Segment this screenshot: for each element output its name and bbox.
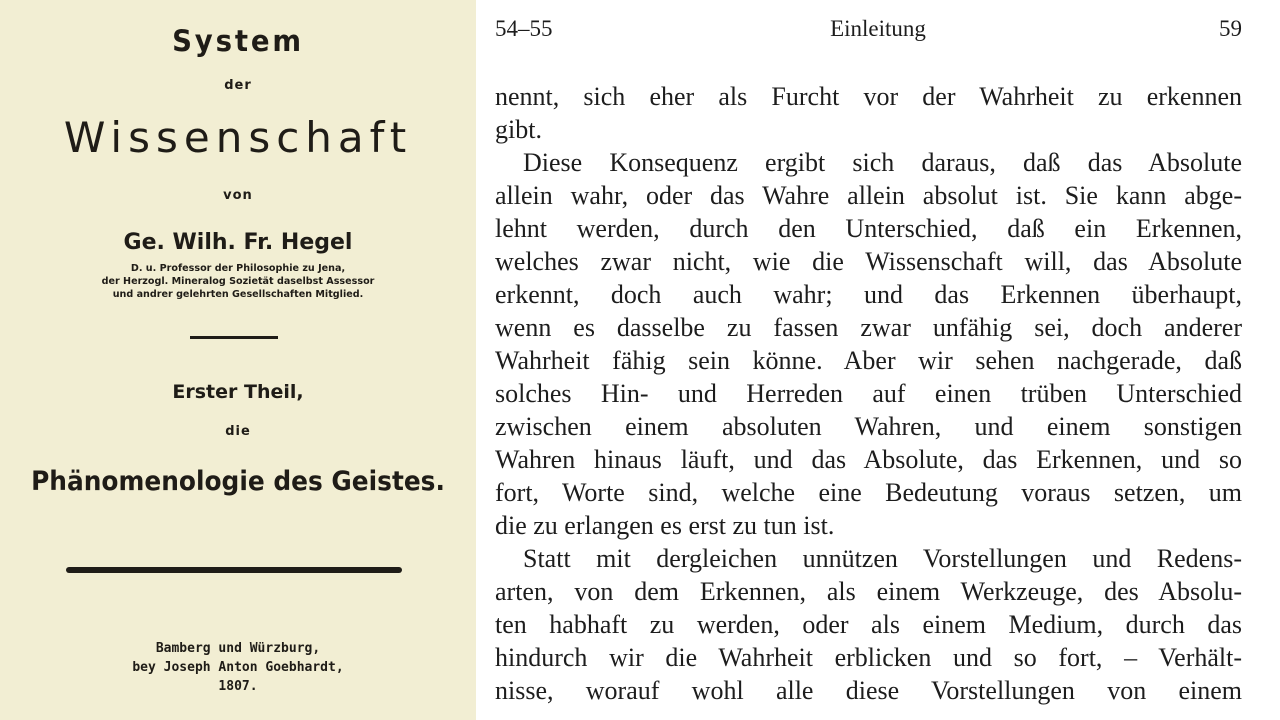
title-system: System xyxy=(172,24,304,58)
text-line: nisse, worauf wohl alle diese Vorstellungen von einem xyxy=(495,676,1242,705)
long-divider xyxy=(66,567,402,573)
text-line: nennt, sich eher als Furcht vor der Wahrheit zu erkennen xyxy=(495,82,1242,111)
text-line: Diese Konsequenz ergibt sich daraus, daß das Absolute xyxy=(523,148,1242,177)
page-range: 54–55 xyxy=(495,16,553,41)
text-line: arten, von dem Erkennen, als einem Werkzeuge, des Absolu- xyxy=(495,577,1242,606)
text-line: gibt. xyxy=(495,115,542,144)
text-page xyxy=(476,0,1280,720)
title-von: von xyxy=(223,188,253,203)
title-der: der xyxy=(224,78,252,93)
text-line: zwischen einem absoluten Wahren, und einem sonstigen xyxy=(495,412,1242,441)
text-line: die zu erlangen es erst zu tun ist. xyxy=(495,511,835,540)
publisher-line: bey Joseph Anton Goebhardt, xyxy=(132,660,344,675)
author-name: Ge. Wilh. Fr. Hegel xyxy=(123,230,353,255)
text-line: wenn es dasselbe zu fassen zwar unfähig sei, doch anderer xyxy=(495,313,1242,342)
text-line: hindurch wir die Wahrheit erblicken und so fort, – Verhält- xyxy=(495,643,1242,672)
text-line: Statt mit dergleichen unnützen Vorstellungen und Redens- xyxy=(523,544,1242,573)
text-line: allein wahr, oder das Wahre allein absolut ist. Sie kann abge- xyxy=(495,181,1242,210)
text-line: solches Hin- und Herreden auf einen trüben Unterschied xyxy=(495,379,1242,408)
running-header: Einleitung xyxy=(830,16,926,41)
part-label: Erster Theil, xyxy=(172,381,304,403)
author-affiliation-line: D. u. Professor der Philosophie zu Jena, xyxy=(130,263,346,274)
text-line: lehnt werden, durch den Unterschied, daß ein Erkennen, xyxy=(495,214,1242,243)
title-die: die xyxy=(225,424,251,439)
title-page xyxy=(0,0,476,720)
author-affiliation-line: und andrer gelehrten Gesellschaften Mitglied. xyxy=(112,289,364,300)
publisher-line: 1807. xyxy=(218,679,258,694)
text-line: ten habhaft zu werden, oder als einem Medium, durch das xyxy=(495,610,1242,639)
title-wissenschaft: Wissenschaft xyxy=(63,113,413,162)
text-line: fort, Worte sind, welche eine Bedeutung voraus setzen, um xyxy=(495,478,1242,507)
short-divider xyxy=(190,336,278,339)
author-affiliation-line: der Herzogl. Mineralog Sozietät daselbst Assessor xyxy=(101,276,375,287)
text-line: erkennt, doch auch wahr; und das Erkennen überhaupt, xyxy=(495,280,1242,309)
page-number: 59 xyxy=(1219,16,1242,41)
publisher-line: Bamberg und Würzburg, xyxy=(155,641,321,656)
text-line: welches zwar nicht, wie die Wissenschaft will, das Absolute xyxy=(495,247,1242,276)
text-line: Wahren hinaus läuft, und das Absolute, das Erkennen, und so xyxy=(495,445,1242,474)
subtitle: Phänomenologie des Geistes. xyxy=(31,466,445,497)
text-line: Wahrheit fähig sein könne. Aber wir sehen nachgerade, daß xyxy=(495,346,1242,375)
